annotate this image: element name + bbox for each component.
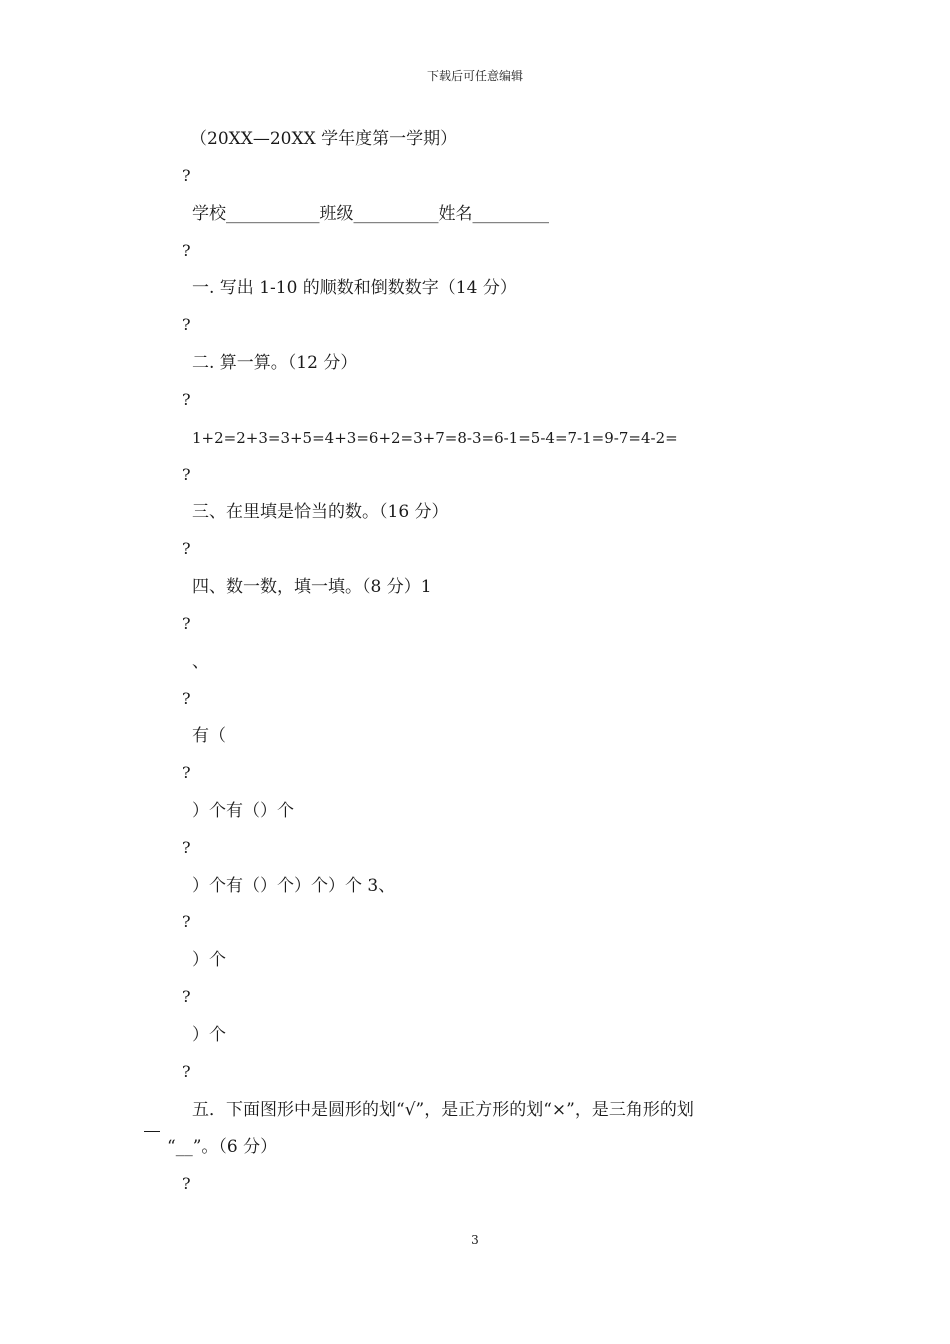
missing-glyph: ? <box>182 763 191 782</box>
missing-glyph: ? <box>182 912 191 931</box>
page-number: 3 <box>471 1233 479 1247</box>
missing-glyph: ? <box>182 315 191 334</box>
section-2-heading: 二. 算一算。（12 分） <box>192 353 358 373</box>
page-header: 下载后可任意编辑 <box>426 69 523 83</box>
text-line: ）个有（）个）个）个 3、 <box>192 876 396 896</box>
missing-glyph: ? <box>182 390 191 409</box>
arithmetic-problems: 1+2=2+3=3+5=4+3=6+2=3+7=8-3=6-1=5-4=7-1=9-7=4-2= <box>192 429 678 447</box>
text-line: ）个有（）个 <box>192 801 294 821</box>
student-info-line: 学校___________班级__________姓名_________ <box>192 204 549 224</box>
section-4-heading: 四、数一数，填一填。（8 分）1 <box>192 577 432 597</box>
term-heading: （20XX—20XX 学年度第一学期） <box>190 129 458 149</box>
missing-glyph: ? <box>182 1174 191 1193</box>
missing-glyph: ? <box>182 1062 191 1081</box>
section-5-heading: 五．下面图形中是圆形的划“√”，是正方形的划“×”，是三角形的划 <box>192 1100 694 1120</box>
text-line: ）个 <box>192 950 226 970</box>
section-1-heading: 一. 写出 1-10 的顺数和倒数数字（14 分） <box>192 278 517 298</box>
missing-glyph: ? <box>182 838 191 857</box>
missing-glyph: ? <box>182 987 191 1006</box>
missing-glyph: ? <box>182 539 191 558</box>
text-line: 、 <box>192 652 209 672</box>
missing-glyph: ? <box>182 465 191 484</box>
missing-glyph: ? <box>182 166 191 185</box>
section-5-heading-continued: “__”。（6 分） <box>167 1137 278 1157</box>
missing-glyph: ? <box>182 241 191 260</box>
missing-glyph: ? <box>182 689 191 708</box>
margin-dash <box>144 1131 160 1132</box>
text-line: ）个 <box>192 1025 226 1045</box>
section-3-heading: 三、在里填是恰当的数。（16 分） <box>192 502 449 522</box>
text-line: 有（ <box>192 726 226 746</box>
missing-glyph: ? <box>182 614 191 633</box>
